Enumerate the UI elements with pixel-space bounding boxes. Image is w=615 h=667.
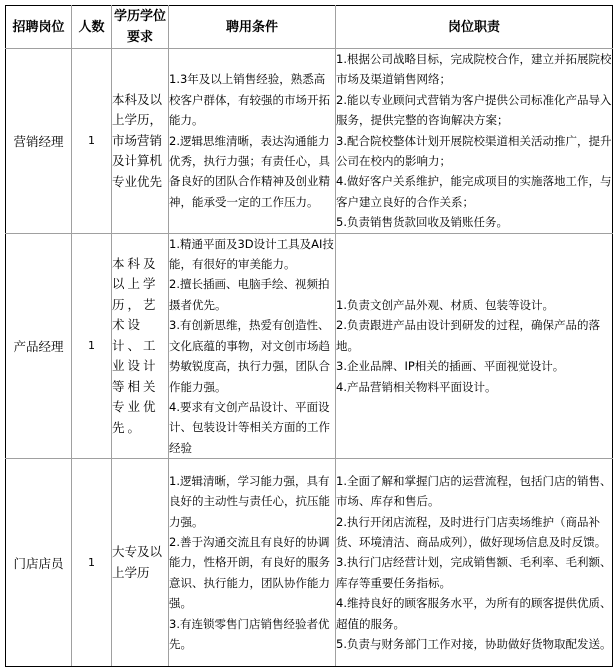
requirement-item: 1.精通平面及3D设计工具及AI技能，有很好的审美能力。 — [169, 236, 334, 272]
count-cell: 1 — [72, 49, 112, 234]
recruitment-table — [5, 5, 613, 667]
duty-item: 3.企业品牌、IP相关的插画、平面视觉设计。 — [336, 359, 565, 374]
education-cell: 大专及以上学历 — [112, 459, 169, 667]
requirement-item: 1.逻辑清晰，学习能力强，具有良好的主动性与责任心，抗压能力强。 — [169, 473, 330, 529]
duty-item: 3.配合院校整体计划开展院校渠道相关活动推广，提升公司在校内的影响力； — [336, 133, 612, 169]
duty-item: 1.全面了解和掌握门店的运营流程，包括门店的销售、市场、库存和售后。 — [336, 473, 612, 509]
duty-item: 4.产品营销相关物料平面设计。 — [336, 379, 497, 394]
header-row — [6, 6, 613, 49]
count-cell: 1 — [72, 233, 112, 458]
duty-item: 4.做好客户关系维护，能完成项目的实施落地工作，与客户建立良好的合作关系； — [336, 174, 612, 209]
requirement-item: 4.要求有文创产品设计、平面设计、包装设计等相关方面的工作经验 — [169, 399, 330, 455]
header-requirements: 聘用条件 — [169, 6, 336, 49]
header-position: 招聘岗位 — [6, 6, 72, 49]
duty-item: 1.负责文创产品外观、材质、包装等设计。 — [336, 297, 554, 312]
header-education: 学历学位要求 — [112, 6, 169, 49]
requirement-item: 1.3年及以上销售经验，熟悉高校客户群体，有较强的市场开拓能力。 — [169, 72, 330, 128]
table-row-product-manager — [6, 233, 613, 458]
education-cell: 本科及以上学历，市场营销及计算机专业优先 — [112, 49, 169, 234]
duty-item: 2.能以专业顾问式营销为客户提供公司标准化产品导入服务，提供完整的咨询解决方案； — [336, 92, 612, 128]
requirement-item: 2.逻辑思维清晰，表达沟通能力优秀，执行力强；有责任心，具备良好的团队合作精神及创业精神，能承受一定的工作压力。 — [169, 133, 330, 209]
requirements-cell — [169, 49, 336, 234]
count-cell: 1 — [72, 459, 112, 667]
header-count: 人数 — [72, 6, 112, 49]
duty-item: 2.执行开闭店流程，及时进行门店卖场维护（商品补货、环境清洁、商品成列），做好现场信息及时反馈。 — [336, 514, 607, 550]
header-duties: 岗位职责 — [336, 6, 613, 49]
duty-item: 1.根据公司战略目标，完成院校合作，建立并拓展院校市场及渠道销售网络； — [336, 52, 612, 87]
duty-item: 5.负责销售货款回收及销账任务。 — [336, 215, 508, 230]
position-cell: 产品经理 — [6, 233, 72, 458]
duties-cell — [336, 459, 613, 667]
duties-cell — [336, 49, 613, 234]
duty-item: 2.负责跟进产品由设计到研发的过程，确保产品的落地。 — [336, 318, 600, 353]
position-cell: 门店店员 — [6, 459, 72, 667]
position-cell: 营销经理 — [6, 49, 72, 234]
duties-cell — [336, 233, 613, 458]
requirement-item: 3.有创新思维，热爱有创造性、文化底蕴的事物，对文创市场趋势敏锐度高，执行力强，团队合作能力强。 — [169, 318, 330, 394]
duty-item: 4.维持良好的顾客服务水平，为所有的顾客提供优质、超值的服务。 — [336, 596, 612, 631]
table-row-store-clerk — [6, 459, 613, 667]
requirements-cell — [169, 233, 336, 458]
table-row-marketing-manager — [6, 49, 613, 234]
duty-item: 5.负责与财务部门工作对接，协助做好货物取配发送。 — [336, 637, 612, 652]
requirement-item: 3.有连锁零售门店销售经验者优先。 — [169, 616, 330, 652]
education-cell: 本科及以上学历，艺术设计、工业设计等相关专业优先。 — [112, 233, 169, 458]
requirement-item: 2.擅长插画、电脑手绘、视频拍摄者优先。 — [169, 277, 330, 312]
duty-item: 3.执行门店经营计划，完成销售额、毛利率、毛利额、库存等重要任务指标。 — [336, 555, 612, 590]
requirement-item: 2.善于沟通交流且有良好的协调能力，性格开朗，有良好的服务意识、执行能力，团队协作能力强。 — [169, 535, 330, 611]
requirements-cell — [169, 459, 336, 667]
